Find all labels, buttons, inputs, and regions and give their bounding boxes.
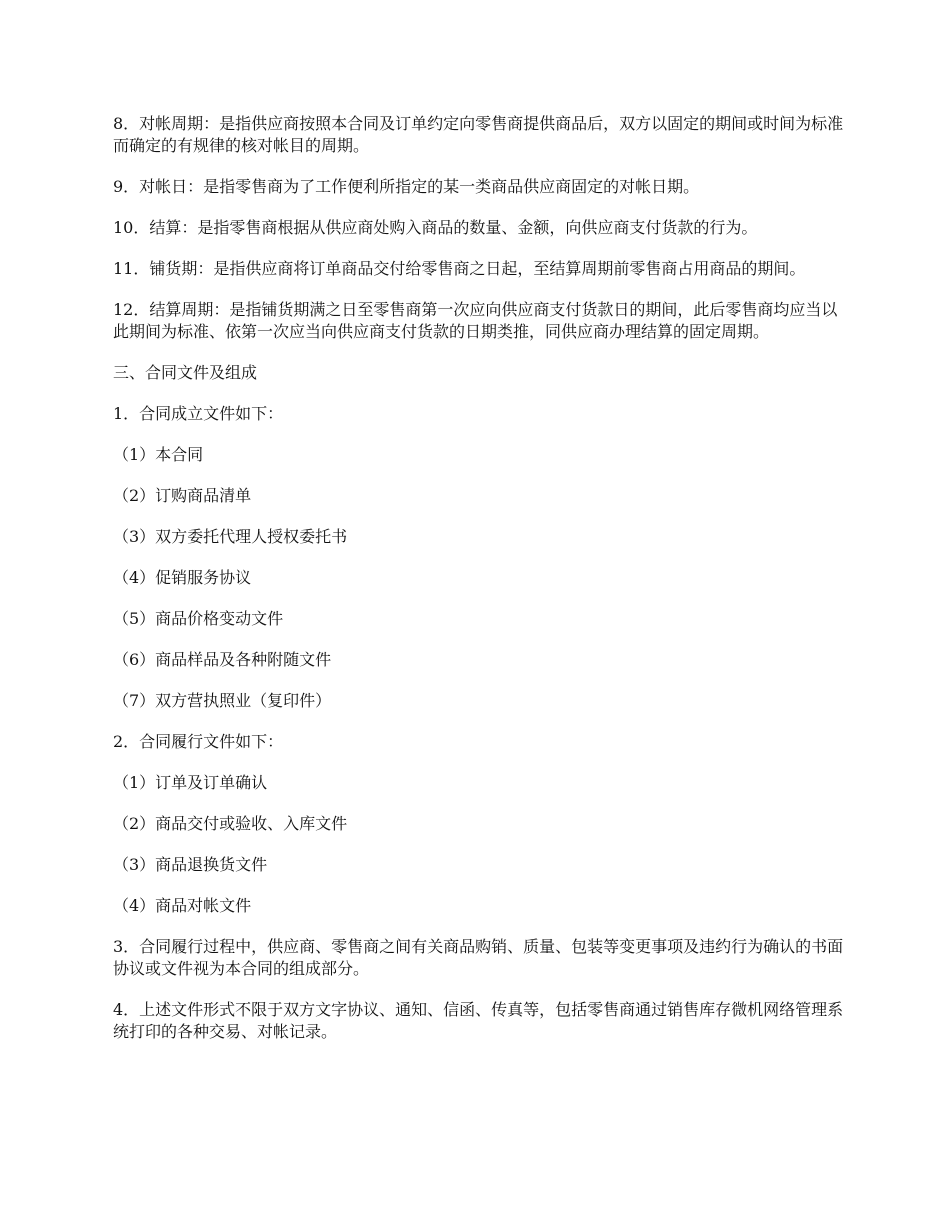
paragraph-9-reconciliation-day: 9．对帐日：是指零售商为了工作便利所指定的某一类商品供应商固定的对帐日期。 [113,177,700,196]
paragraph-8-reconciliation-period: 8．对帐周期：是指供应商按照本合同及订单约定向零售商提供商品后，双方以固定的期间或时间为标准而确定的有规律的核对帐目的周期。 [113,114,844,155]
list-item: （2）商品交付或验收、入库文件 [113,814,348,833]
list-item: （3）商品退换货文件 [113,855,268,874]
list-item: （5）商品价格变动文件 [113,609,284,628]
list-item: （2）订购商品清单 [113,486,252,505]
paragraph-10-settlement: 10．结算：是指零售商根据从供应商处购入商品的数量、金额，向供应商支付货款的行为。 [113,218,758,237]
paragraph-3-contract-components: 3．合同履行过程中，供应商、零售商之间有关商品购销、质量、包装等变更事项及违约行为确认的书面协议或文件视为本合同的组成部分。 [113,937,844,978]
list-item: （7）双方营执照业（复印件） [113,691,332,710]
list-item: （1）本合同 [113,445,204,464]
section-heading-contract-documents: 三、合同文件及组成 [113,363,258,382]
list-item: （4）促销服务协议 [113,568,252,587]
list-item: （6）商品样品及各种附随文件 [113,650,332,669]
paragraph-formation-documents: 1．合同成立文件如下： [113,404,284,423]
list-item: （4）商品对帐文件 [113,896,252,915]
list-item: （3）双方委托代理人授权委托书 [113,527,348,546]
paragraph-12-settlement-cycle: 12．结算周期：是指铺货期满之日至零售商第一次应向供应商支付货款日的期间，此后零售商均应当以此期间为标准、依第一次应当向供应商支付货款的日期类推，同供应商办理结算的固定周期。 [113,300,838,341]
list-item: （1）订单及订单确认 [113,773,268,792]
document-body [113,113,853,1062]
paragraph-4-document-forms: 4．上述文件形式不限于双方文字协议、通知、信函、传真等，包括零售商通过销售库存微机网络管理系统打印的各种交易、对帐记录。 [113,1000,844,1041]
paragraph-performance-documents: 2．合同履行文件如下： [113,732,284,751]
paragraph-11-stocking-period: 11．铺货期：是指供应商将订单商品交付给零售商之日起，至结算周期前零售商占用商品的期间。 [113,259,806,278]
